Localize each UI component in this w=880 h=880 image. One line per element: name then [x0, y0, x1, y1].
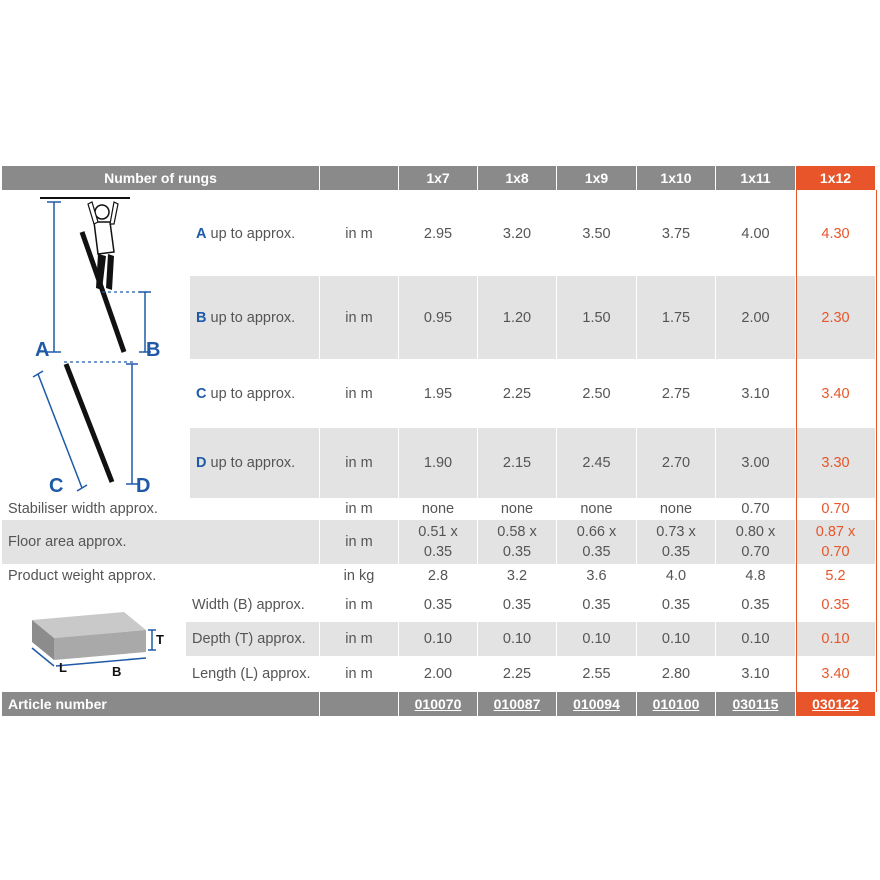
- row-8-value-0: 0.10: [399, 622, 477, 656]
- value-line: 0.80 x: [735, 524, 776, 540]
- row-0-value-0: 2.95: [399, 192, 477, 276]
- row-8-value-3: 0.10: [637, 622, 715, 656]
- value-line: 0.70: [821, 544, 850, 560]
- row-4-value-3: none: [637, 498, 715, 520]
- row-label-5: Floor area approx.: [2, 520, 319, 564]
- row-0-value-5: 4.30: [796, 192, 875, 276]
- box-label-t: T: [156, 632, 164, 647]
- row-label-4: Stabiliser width approx.: [2, 498, 319, 520]
- row-2-value-4: 3.10: [716, 359, 795, 428]
- row-3-value-1: 2.15: [478, 428, 556, 498]
- row-7-value-5: 0.35: [796, 588, 875, 622]
- label-d: D: [136, 475, 151, 497]
- row-5-value-3: [637, 520, 715, 564]
- row-8-value-2: 0.10: [557, 622, 636, 656]
- row-5-value-4: [716, 520, 795, 564]
- row-8-value-5: 0.10: [796, 622, 875, 656]
- row-2-value-3: 2.75: [637, 359, 715, 428]
- row-1-value-0: 0.95: [399, 276, 477, 359]
- row-4-value-1: none: [478, 498, 556, 520]
- row-5-value-5: [796, 520, 875, 564]
- footer-article-cell-4: [716, 692, 795, 716]
- row-7-value-4: 0.35: [716, 588, 795, 622]
- row-label-text: up to approx.: [206, 455, 296, 471]
- article-link-010100[interactable]: 010100: [652, 696, 700, 712]
- row-label-text: up to approx.: [206, 309, 296, 326]
- footer-article-cell-3: [637, 692, 715, 716]
- row-label-3: [190, 428, 319, 498]
- row-7-value-3: 0.35: [637, 588, 715, 622]
- row-2-value-1: 2.25: [478, 359, 556, 428]
- header-col-1x9: 1x9: [557, 166, 636, 190]
- box-label-l: L: [59, 660, 67, 675]
- row-5-value-2: [557, 520, 636, 564]
- row-4-value-4: 0.70: [716, 498, 795, 520]
- row-7-value-2: 0.35: [557, 588, 636, 622]
- row-unit-7: in m: [320, 588, 398, 622]
- label-a: A: [35, 339, 50, 361]
- value-line: 0.51 x: [418, 524, 458, 540]
- row-5-value-0: [399, 520, 477, 564]
- row-6-value-5: 5.2: [796, 564, 875, 588]
- footer-article-cell-0: [399, 692, 477, 716]
- value-line: 0.35: [661, 544, 691, 560]
- row-label-1: [190, 276, 319, 359]
- row-key-B: B: [196, 309, 207, 326]
- row-unit-2: in m: [320, 359, 398, 428]
- row-unit-4: in m: [320, 498, 398, 520]
- header-col-1x10: 1x10: [637, 166, 715, 190]
- row-label-8: Depth (T) approx.: [186, 622, 319, 656]
- row-label-7: Width (B) approx.: [186, 588, 319, 622]
- row-1-value-3: 1.75: [637, 276, 715, 359]
- header-col-1x8: 1x8: [478, 166, 556, 190]
- row-label-6: Product weight approx.: [2, 564, 319, 588]
- row-7-value-1: 0.35: [478, 588, 556, 622]
- header-unit-blank: [320, 166, 398, 190]
- row-unit-6: in kg: [320, 564, 398, 588]
- footer-article-cell-1: [478, 692, 556, 716]
- row-unit-0: in m: [320, 192, 398, 276]
- footer-unit-blank: [320, 692, 398, 716]
- value-line: 0.35: [582, 544, 611, 560]
- value-line: 0.66 x: [576, 524, 617, 540]
- row-6-value-4: 4.8: [716, 564, 795, 588]
- label-b: B: [146, 339, 161, 361]
- header-col-1x7: 1x7: [399, 166, 477, 190]
- row-4-value-5: 0.70: [796, 498, 875, 520]
- row-0-value-4: 4.00: [716, 192, 795, 276]
- label-c: C: [49, 475, 64, 497]
- footer-article-cell-5: [796, 692, 875, 716]
- row-5-value-1: [478, 520, 556, 564]
- box-label-b: B: [112, 664, 122, 679]
- row-0-value-1: 3.20: [478, 192, 556, 276]
- row-9-value-5: 3.40: [796, 656, 875, 692]
- header-col-1x11: 1x11: [716, 166, 795, 190]
- row-1-value-2: 1.50: [557, 276, 636, 359]
- row-0-value-2: 3.50: [557, 192, 636, 276]
- header-col-1x12: 1x12: [796, 166, 875, 190]
- value-line: 0.87 x: [815, 524, 856, 540]
- article-link-010087[interactable]: 010087: [493, 696, 541, 712]
- row-8-value-4: 0.10: [716, 622, 795, 656]
- package-diagram: [6, 590, 184, 690]
- article-link-030122[interactable]: 030122: [812, 696, 859, 712]
- ladder-spec-table: [2, 166, 878, 716]
- row-2-value-5: 3.40: [796, 359, 875, 428]
- row-3-value-5: 3.30: [796, 428, 875, 498]
- article-link-030115[interactable]: 030115: [732, 696, 779, 712]
- value-line: 0.58 x: [497, 524, 537, 540]
- row-6-value-3: 4.0: [637, 564, 715, 588]
- footer-article-cell-2: [557, 692, 636, 716]
- value-line: 0.35: [502, 544, 532, 560]
- header-rungs-label: Number of rungs: [2, 166, 319, 190]
- article-link-010070[interactable]: 010070: [414, 696, 462, 712]
- row-label-9: Length (L) approx.: [186, 656, 319, 692]
- row-8-value-1: 0.10: [478, 622, 556, 656]
- row-6-value-0: 2.8: [399, 564, 477, 588]
- row-4-value-0: none: [399, 498, 477, 520]
- row-6-value-2: 3.6: [557, 564, 636, 588]
- row-1-value-5: 2.30: [796, 276, 875, 359]
- value-line: 0.70: [741, 544, 770, 560]
- row-2-value-0: 1.95: [399, 359, 477, 428]
- row-label-0: [190, 192, 319, 276]
- row-9-value-0: 2.00: [399, 656, 477, 692]
- row-unit-8: in m: [320, 622, 398, 656]
- row-4-value-2: none: [557, 498, 636, 520]
- row-label-2: [190, 359, 319, 428]
- row-0-value-3: 3.75: [637, 192, 715, 276]
- footer-article-label: Article number: [2, 692, 319, 716]
- row-6-value-1: 3.2: [478, 564, 556, 588]
- row-label-text: up to approx.: [206, 226, 296, 242]
- article-link-010094[interactable]: 010094: [573, 696, 620, 712]
- row-key-D: D: [196, 455, 207, 471]
- row-key-A: A: [196, 226, 207, 242]
- row-key-C: C: [196, 385, 207, 402]
- row-label-text: up to approx.: [206, 385, 296, 402]
- row-1-value-1: 1.20: [478, 276, 556, 359]
- row-9-value-4: 3.10: [716, 656, 795, 692]
- row-7-value-0: 0.35: [399, 588, 477, 622]
- row-unit-9: in m: [320, 656, 398, 692]
- row-3-value-0: 1.90: [399, 428, 477, 498]
- row-9-value-3: 2.80: [637, 656, 715, 692]
- value-line: 0.73 x: [656, 524, 696, 540]
- row-1-value-4: 2.00: [716, 276, 795, 359]
- row-unit-3: in m: [320, 428, 398, 498]
- row-9-value-1: 2.25: [478, 656, 556, 692]
- ladder-diagram: [2, 192, 189, 498]
- row-3-value-2: 2.45: [557, 428, 636, 498]
- row-9-value-2: 2.55: [557, 656, 636, 692]
- row-3-value-4: 3.00: [716, 428, 795, 498]
- value-line: 0.35: [423, 544, 453, 560]
- row-unit-1: in m: [320, 276, 398, 359]
- row-3-value-3: 2.70: [637, 428, 715, 498]
- row-2-value-2: 2.50: [557, 359, 636, 428]
- row-unit-5: in m: [320, 520, 398, 564]
